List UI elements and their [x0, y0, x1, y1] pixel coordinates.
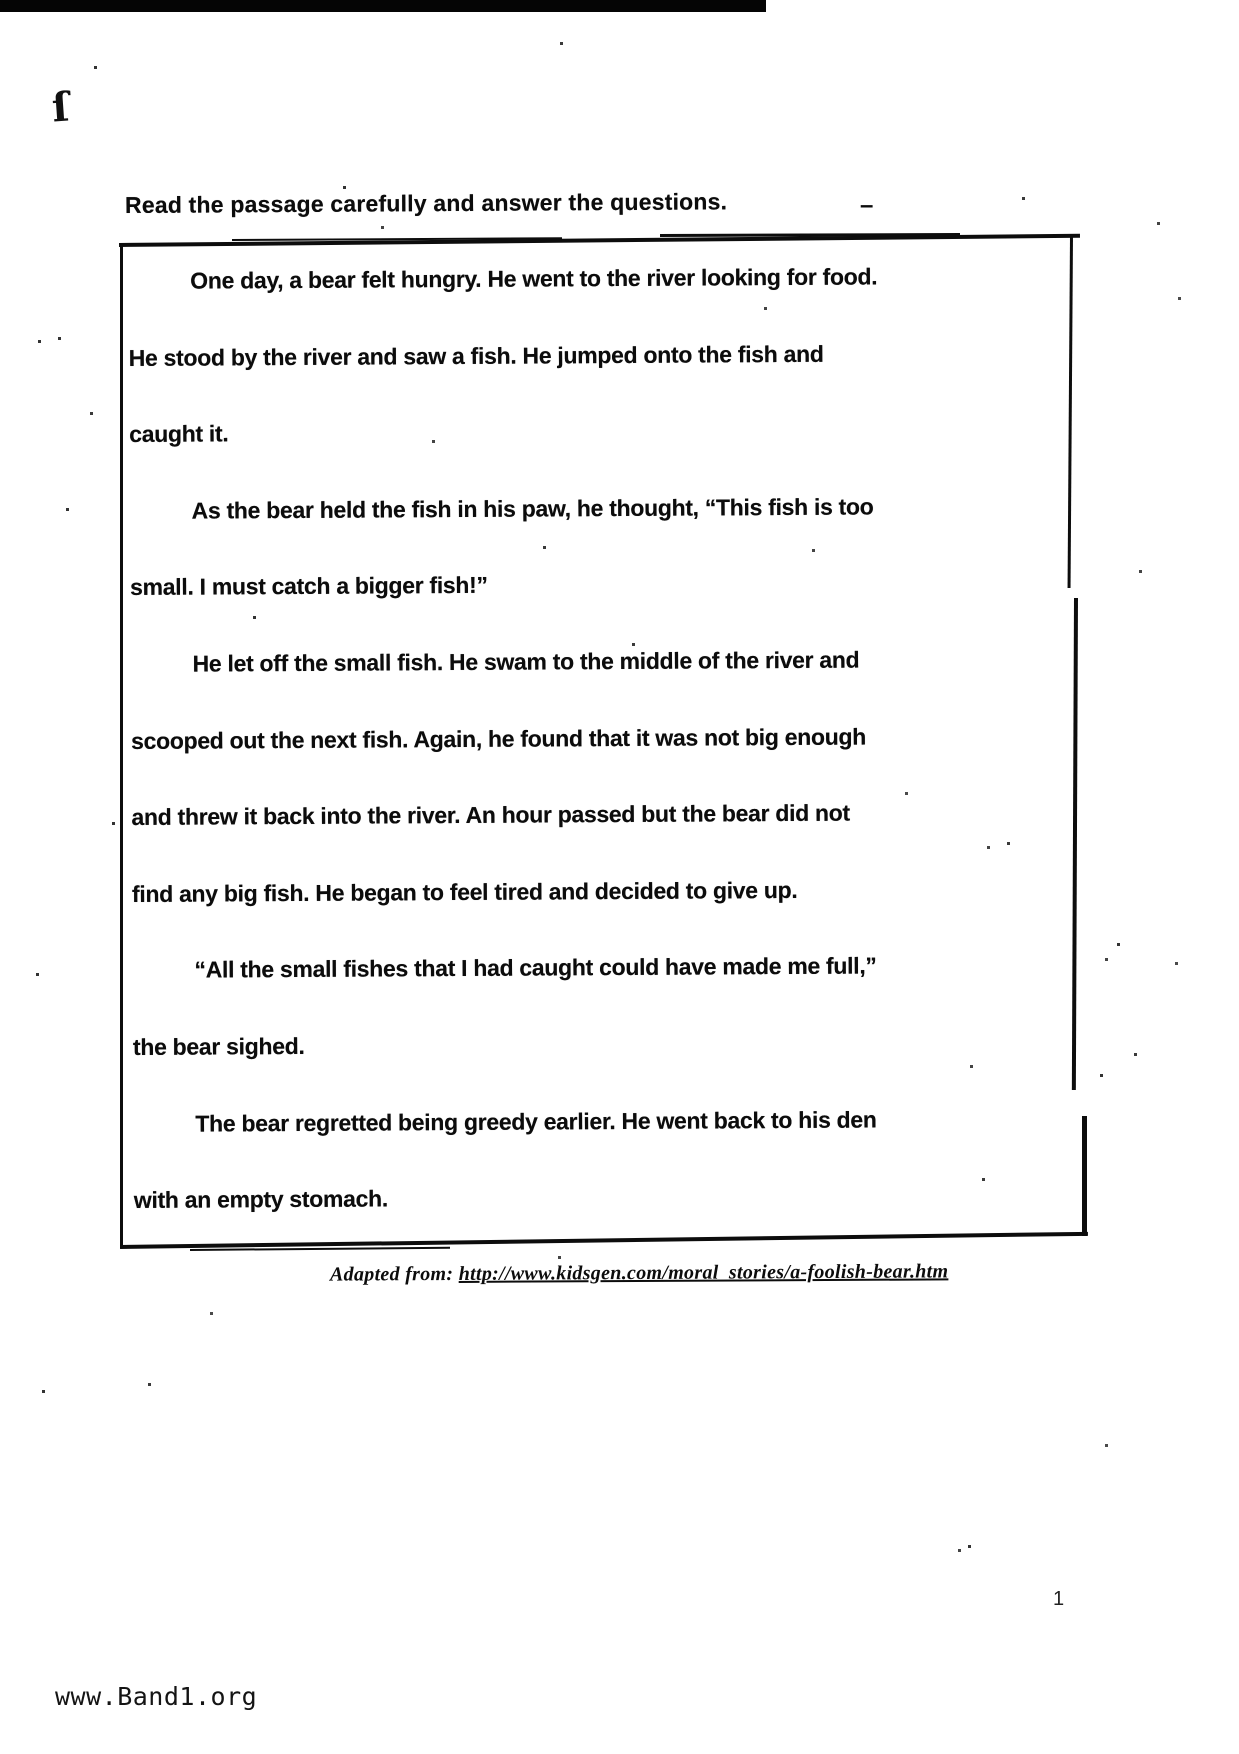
attribution-url: http://www.kidsgen.com/moral_stories/a-foolish-bear.htm	[458, 1260, 949, 1285]
watermark-url: www.Band1.org	[55, 1682, 258, 1711]
passage-box-border-bottom-fragment	[190, 1247, 450, 1252]
scan-artifact-corner-mark: ſ	[50, 83, 71, 132]
passage-line-8: and threw it back into the river. An hour passed but the bear did not	[131, 799, 850, 831]
passage-line-2: He stood by the river and saw a fish. He jumped onto the fish and	[128, 340, 824, 371]
instruction-text: Read the passage carefully and answer the questions.	[124, 188, 728, 218]
passage-line-5: small. I must catch a bigger fish!”	[130, 572, 488, 601]
attribution-line	[330, 1260, 948, 1286]
attribution-label: Adapted from:	[329, 1262, 454, 1286]
passage-line-6: He let off the small fish. He swam to the middle of the river and	[192, 646, 860, 677]
scan-noise-specks	[0, 0, 3, 3]
passage-line-13: with an empty stomach.	[133, 1185, 389, 1214]
scan-artifact-top-bar	[0, 0, 766, 12]
passage-line-4: As the bear held the fish in his paw, he thought, “This fish is too	[191, 493, 874, 524]
passage-text	[128, 237, 1084, 1239]
page-number: 1	[1053, 1588, 1065, 1610]
passage-line-11: the bear sighed.	[132, 1032, 305, 1060]
instruction-dash: –	[860, 192, 874, 219]
passage-line-10: “All the small fishes that I had caught could have made me full,”	[194, 952, 877, 983]
passage-box-border-left	[120, 244, 123, 1248]
passage-line-3: caught it.	[129, 420, 229, 448]
passage-line-9: find any big fish. He began to feel tired and decided to give up.	[131, 876, 798, 907]
passage-line-7: scooped out the next fish. Again, he found that it was not big enough	[130, 723, 866, 754]
passage-line-12: The bear regretted being greedy earlier. He went back to his den	[195, 1105, 877, 1137]
passage-line-1: One day, a bear felt hungry. He went to the river looking for food.	[190, 263, 878, 294]
